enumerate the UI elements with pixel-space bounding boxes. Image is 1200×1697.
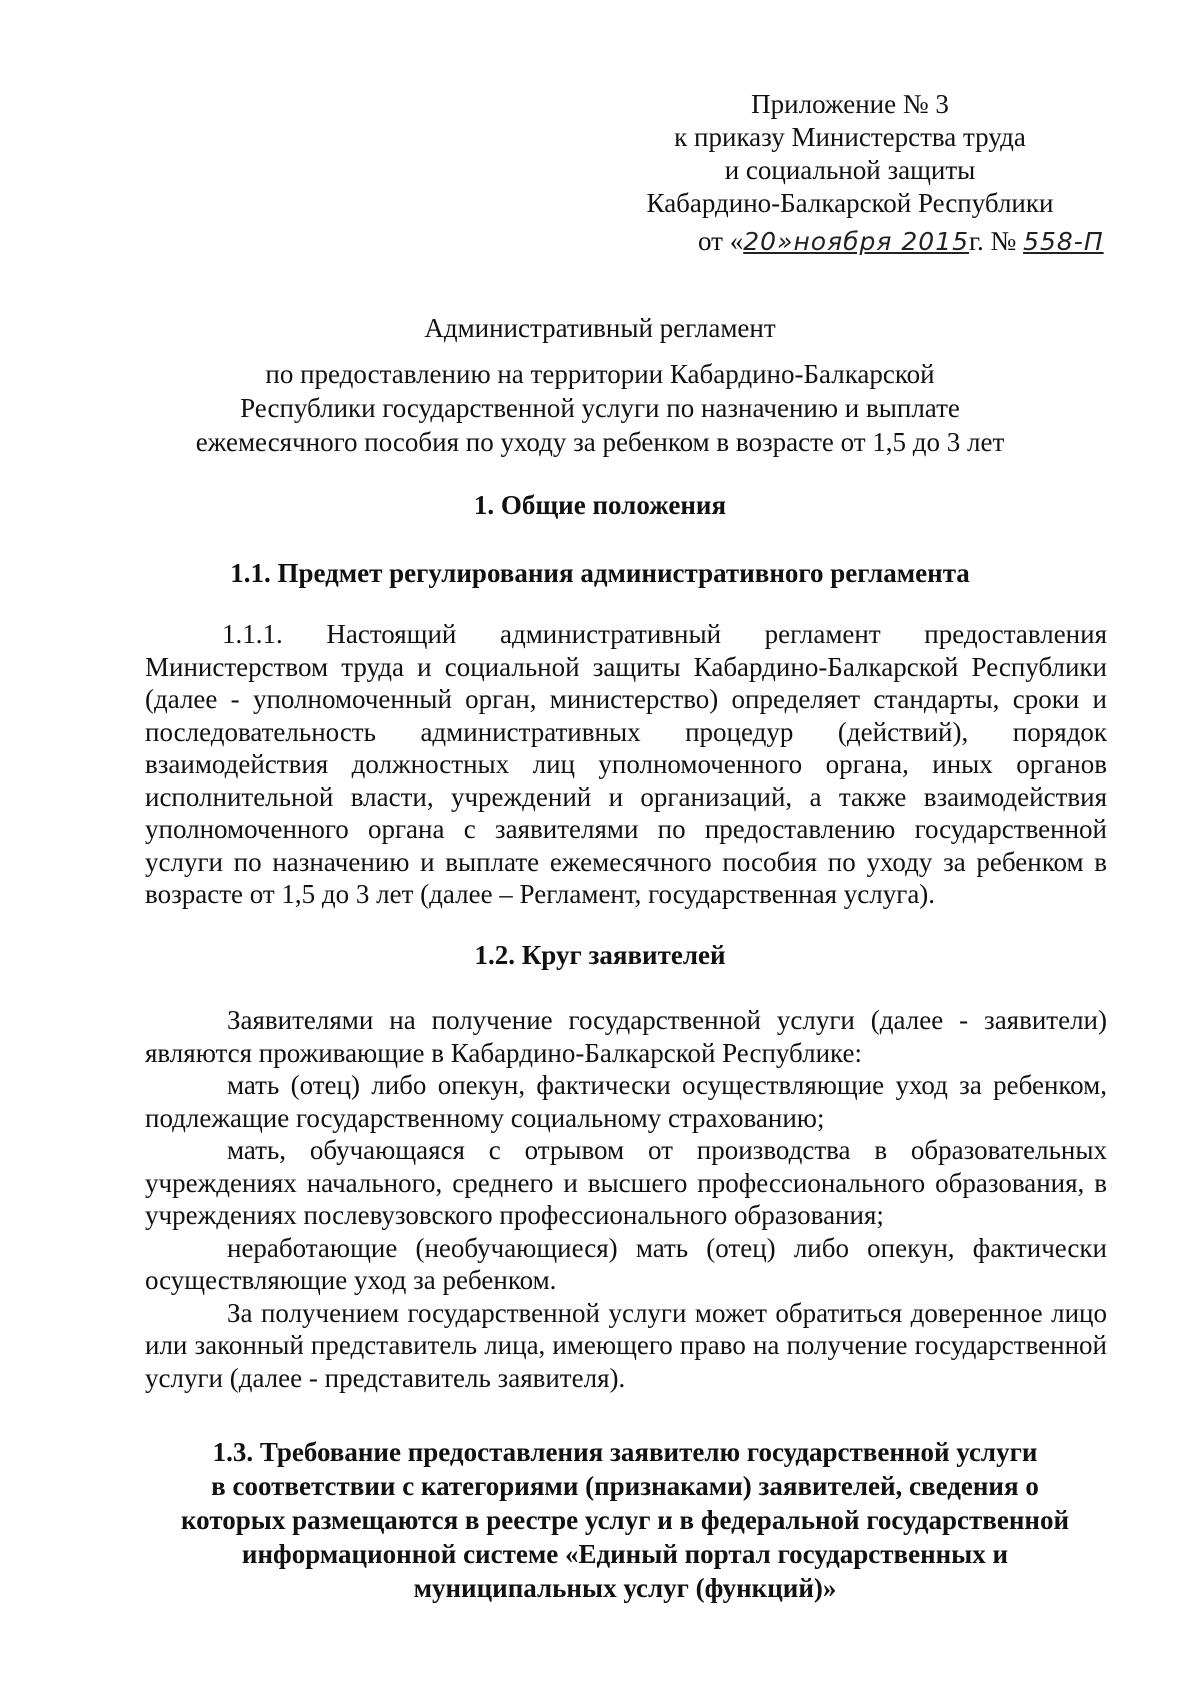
paragraph: мать, обучающаяся с отрывом от производства в образовательных учреждениях начального, среднего и высшего профессионального образования, в учреждениях послевузовского профессионального образования; — [145, 1135, 1107, 1230]
paragraph: мать (отец) либо опекун, фактически осуществляющие уход за ребенком, подлежащие государственному социальному страхованию; — [145, 1070, 1107, 1133]
section-1-1-text — [145, 618, 1107, 911]
heading-line: информационной системе «Единый портал государственных и — [241, 1539, 1009, 1569]
ministry-name: и социальной защиты — [724, 155, 976, 185]
heading-line: муниципальных услуг (функций)» — [413, 1573, 837, 1603]
date-suffix: г. № — [969, 226, 1024, 256]
appendix-number: Приложение № 3 — [751, 89, 949, 119]
section-1-3-heading — [150, 1435, 1100, 1605]
handwritten-date: 20»ноября 2015 — [743, 227, 970, 256]
subtitle-line: ежемесячного пособия по уходу за ребенком в возрасте от 1,5 до 3 лет — [195, 427, 1005, 457]
appendix-header — [590, 88, 1110, 220]
subtitle-line: Республики государственной услуги по назначению и выплате — [240, 393, 960, 423]
document-subtitle — [140, 357, 1060, 459]
section-1-heading: 1. Общие положения — [473, 490, 727, 520]
republic-name: Кабардино-Балкарской Республики — [646, 188, 1054, 218]
subtitle-line: по предоставлению на территории Кабардино-Балкарской — [265, 359, 935, 389]
paragraph: Заявителями на получение государственной услуги (далее - заявители) являются проживающие в Кабардино-Балкарской Республике: — [145, 1005, 1107, 1068]
heading-line: в соответствии с категориями (признаками) заявителей, сведения о — [211, 1471, 1039, 1501]
paragraph: 1.1.1. Настоящий административный регламент предоставления Министерством труда и социальной защиты Кабардино-Балкарской Республики (далее - уполномоченный орган, министерство) определяет стандарты, сроки и последовательность административных процедур (действий), порядок взаимодействия должностных лиц уполномоченного органа, иных органов исполнительной власти, учреждений и организаций, а также взаимодействия уполномоченного органа с заявителями по предоставлению государственной услуги по назначению и выплате ежемесячного пособия по уходу за ребенком в возрасте от 1,5 до 3 лет (далее – Регламент, государственная услуга). — [145, 619, 1107, 909]
heading-line: 1.3. Требование предоставления заявителю государственной услуги — [212, 1437, 1038, 1467]
handwritten-number: 558-П — [1023, 227, 1104, 256]
document-title: Административный регламент — [424, 313, 776, 343]
date-prefix: от « — [698, 226, 744, 256]
order-date-number — [698, 224, 1104, 259]
order-reference: к приказу Министерства труда — [674, 122, 1026, 152]
heading-line: которых размещаются в реестре услуг и в федеральной государственной — [180, 1505, 1070, 1535]
paragraph: неработающие (необучающиеся) мать (отец) либо опекун, фактически осуществляющие уход за ребенком. — [145, 1232, 1107, 1295]
section-1-2-text — [145, 1004, 1107, 1394]
section-1-2-heading: 1.2. Круг заявителей — [474, 940, 726, 970]
section-1-1-heading: 1.1. Предмет регулирования административного регламента — [230, 558, 970, 588]
paragraph: За получением государственной услуги может обратиться доверенное лицо или законный представитель лица, имеющего право на получение государственной услуги (далее - представитель заявителя). — [145, 1297, 1107, 1393]
